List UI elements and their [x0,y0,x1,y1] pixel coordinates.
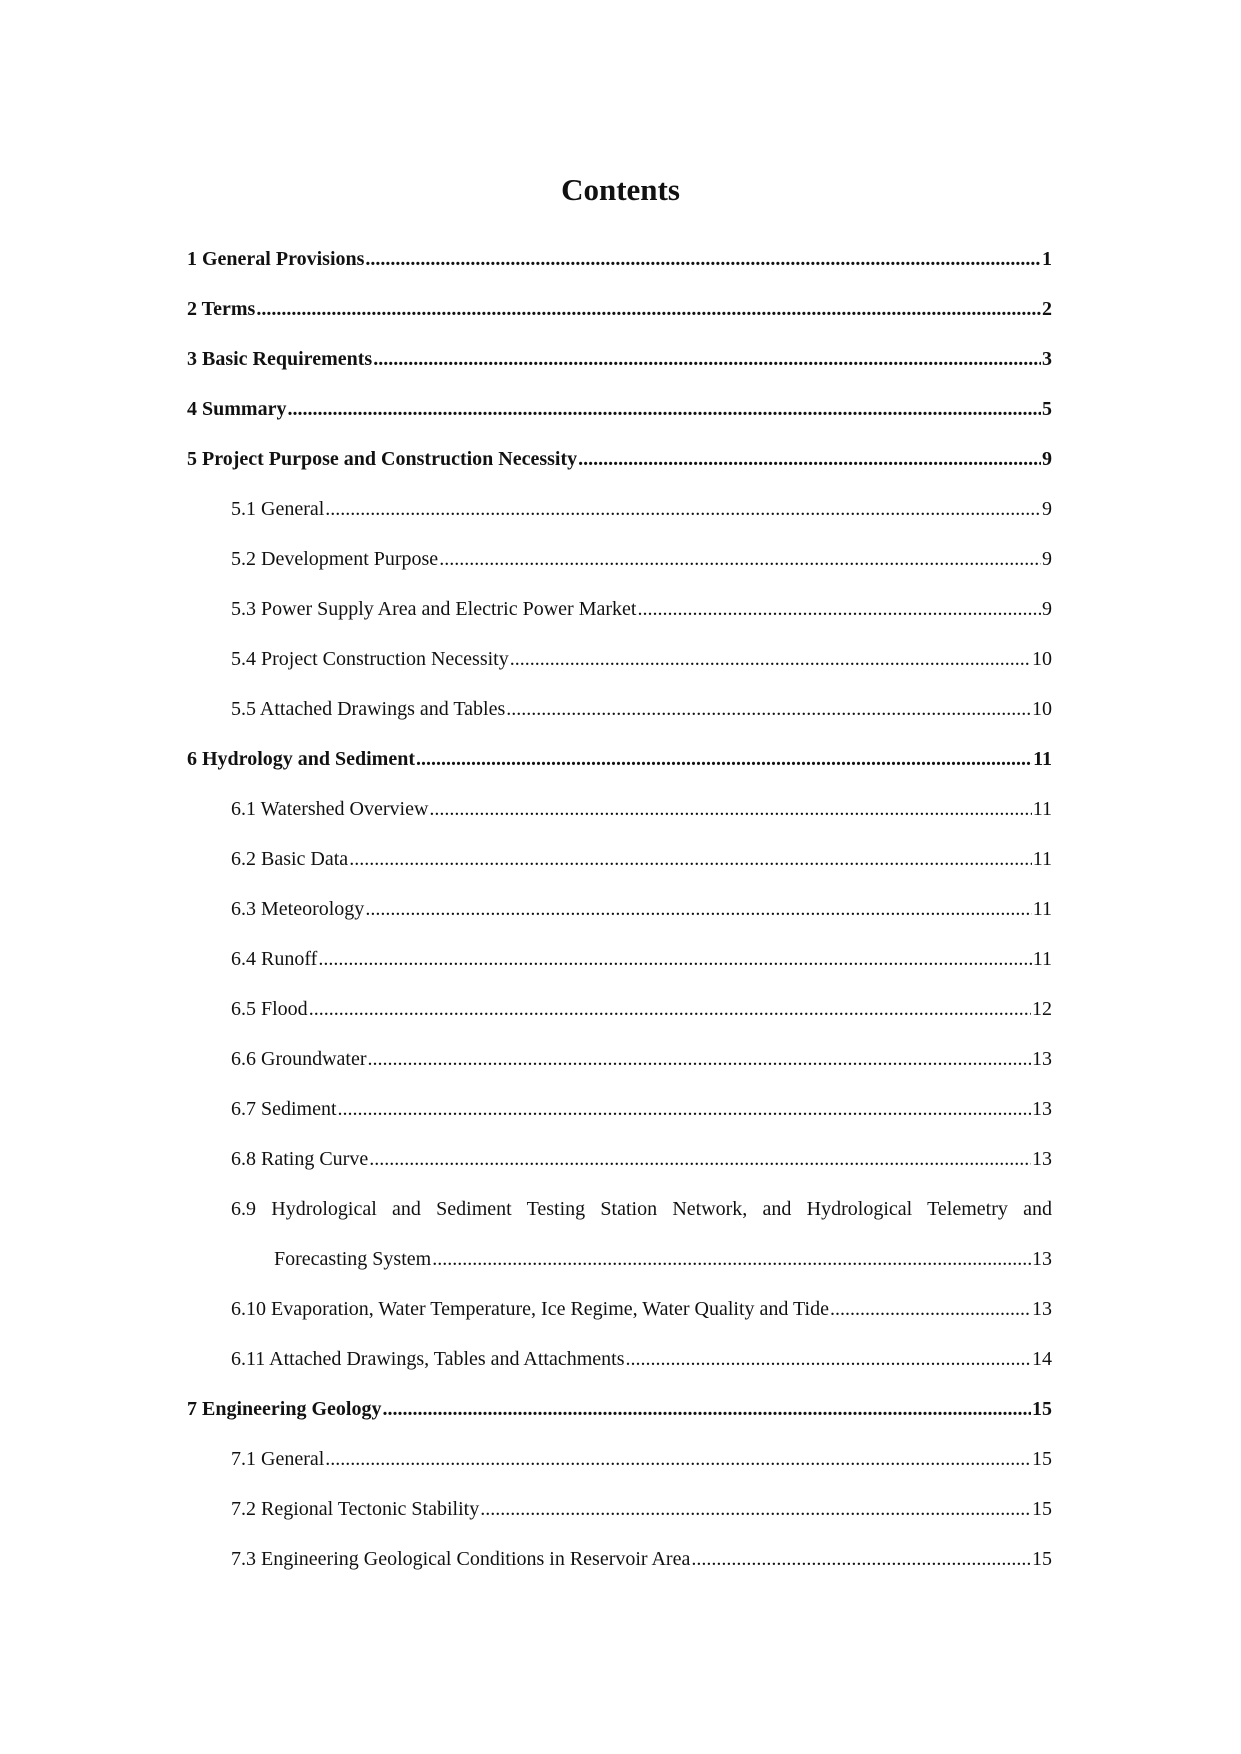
toc-page-number: 11 [1032,798,1052,820]
page-title: Contents [561,172,680,207]
toc-entry-5-3[interactable] [187,588,1052,638]
toc-entry-5[interactable] [187,438,1052,488]
toc-entry-label: 7 Engineering Geology [187,1398,382,1420]
toc-page-number: 2 [1042,298,1052,320]
dot-leader [369,1138,1031,1180]
toc-entry-label-continued: Forecasting System [274,1248,432,1270]
toc-page-number: 11 [1033,748,1052,770]
toc-entry-6-5[interactable] [187,988,1052,1038]
toc-page-number: 13 [1032,1148,1052,1170]
toc-entry-label: 1 General Provisions [187,248,365,270]
toc-entry-6-8[interactable] [187,1138,1052,1188]
toc-entry-label: 5 Project Purpose and Construction Necessity [187,448,578,470]
toc-entry-6-4[interactable] [187,938,1052,988]
toc-entry-label: 7.1 General [231,1448,325,1470]
toc-entry-6-2[interactable] [187,838,1052,888]
toc-page-number: 15 [1032,1448,1052,1470]
toc-entry-label: 6.7 Sediment [231,1098,337,1120]
toc-entry-7-1[interactable] [187,1438,1052,1488]
toc-entry-label: 5.3 Power Supply Area and Electric Power Market [231,598,637,620]
toc-entry-label: 5.4 Project Construction Necessity [231,648,509,670]
dot-leader [382,1388,1031,1430]
toc-entry-5-2[interactable] [187,538,1052,588]
toc-page-number: 9 [1042,448,1052,470]
dot-leader [256,288,1041,330]
toc-entry-label: 6.2 Basic Data [231,848,349,870]
toc-page-number: 14 [1032,1348,1052,1370]
dot-leader [309,988,1031,1030]
toc-page-number: 15 [1032,1498,1052,1520]
dot-leader [429,788,1031,830]
toc-entry-label: 6.1 Watershed Overview [231,798,429,820]
toc-page-number: 12 [1032,998,1052,1020]
toc-page-number: 15 [1032,1548,1052,1570]
dot-leader [830,1288,1031,1330]
toc-page-number: 10 [1032,648,1052,670]
dot-leader [349,838,1032,880]
toc-entry-label: 6 Hydrology and Sediment [187,748,415,770]
dot-leader [578,438,1041,480]
dot-leader [325,1438,1031,1480]
toc-entry-6-9-line-1[interactable] [187,1188,1052,1238]
toc-entry-label: 5.5 Attached Drawings and Tables [231,698,506,720]
toc-entry-6[interactable] [187,738,1052,788]
toc-entry-4[interactable] [187,388,1052,438]
toc-page-number: 9 [1042,598,1052,620]
toc-page-number: 11 [1032,848,1052,870]
toc-entry-7[interactable] [187,1388,1052,1438]
toc-entry-6-6[interactable] [187,1038,1052,1088]
toc-entry-label: 5.1 General [231,498,325,520]
dot-leader [368,1038,1031,1080]
dot-leader [637,588,1041,630]
dot-leader [510,638,1031,680]
toc-entry-label: 6.3 Meteorology [231,898,365,920]
dot-leader [338,1088,1031,1130]
toc-page-number: 1 [1042,248,1052,270]
toc-entry-6-10[interactable] [187,1288,1052,1338]
toc-entry-label: 6.10 Evaporation, Water Temperature, Ice Regime, Water Quality and Tide [231,1298,829,1320]
dot-leader [626,1338,1031,1380]
dot-leader [373,338,1041,380]
toc-entry-label: 6.8 Rating Curve [231,1148,369,1170]
toc-page-number: 3 [1042,348,1052,370]
toc-entry-5-1[interactable] [187,488,1052,538]
toc-page-number: 10 [1032,698,1052,720]
toc-entry-6-7[interactable] [187,1088,1052,1138]
toc-entry-label: 2 Terms [187,298,256,320]
dot-leader [365,238,1041,280]
toc-entry-label: 5.2 Development Purpose [231,548,439,570]
toc-page-number: 9 [1042,498,1052,520]
toc-entry-3[interactable] [187,338,1052,388]
dot-leader [439,538,1041,580]
toc-page-number: 9 [1042,548,1052,570]
toc-entry-label: 3 Basic Requirements [187,348,373,370]
toc-page-number: 13 [1032,1248,1052,1270]
dot-leader [691,1538,1031,1580]
toc-entry-label: 6.9 Hydrological and Sediment Testing Station Network, and Hydrological Telemetry and [231,1198,1052,1220]
toc-entry-2[interactable] [187,288,1052,338]
dot-leader [287,388,1041,430]
toc-entry-7-2[interactable] [187,1488,1052,1538]
toc-entry-6-9-line-2[interactable] [187,1238,1052,1288]
toc-entry-label: 6.11 Attached Drawings, Tables and Attachments [231,1348,625,1370]
toc-page-number: 15 [1032,1398,1052,1420]
toc-page-number: 13 [1032,1048,1052,1070]
dot-leader [480,1488,1031,1530]
dot-leader [432,1238,1031,1280]
toc-page-number: 5 [1042,398,1052,420]
dot-leader [416,738,1032,780]
toc-entry-label: 6.4 Runoff [231,948,318,970]
toc-page-number: 13 [1032,1298,1052,1320]
toc-entry-1[interactable] [187,238,1052,288]
toc-entry-5-4[interactable] [187,638,1052,688]
toc-entry-5-5[interactable] [187,688,1052,738]
dot-leader [506,688,1031,730]
toc-entry-label: 6.6 Groundwater [231,1048,367,1070]
dot-leader [325,488,1041,530]
toc-entry-label: 7.3 Engineering Geological Conditions in Reservoir Area [231,1548,691,1570]
toc-page-number: 11 [1032,898,1052,920]
toc-entry-label: 7.2 Regional Tectonic Stability [231,1498,480,1520]
toc-page-number: 11 [1032,948,1052,970]
toc-entry-6-1[interactable] [187,788,1052,838]
toc-entry-7-3[interactable] [187,1538,1052,1588]
toc-entry-label: 6.5 Flood [231,998,308,1020]
toc-entry-label: 4 Summary [187,398,287,420]
dot-leader [365,888,1031,930]
dot-leader [318,938,1031,980]
toc-entry-6-11[interactable] [187,1338,1052,1388]
toc-page-number: 13 [1032,1098,1052,1120]
table-of-contents [187,238,1052,1588]
toc-entry-6-3[interactable] [187,888,1052,938]
